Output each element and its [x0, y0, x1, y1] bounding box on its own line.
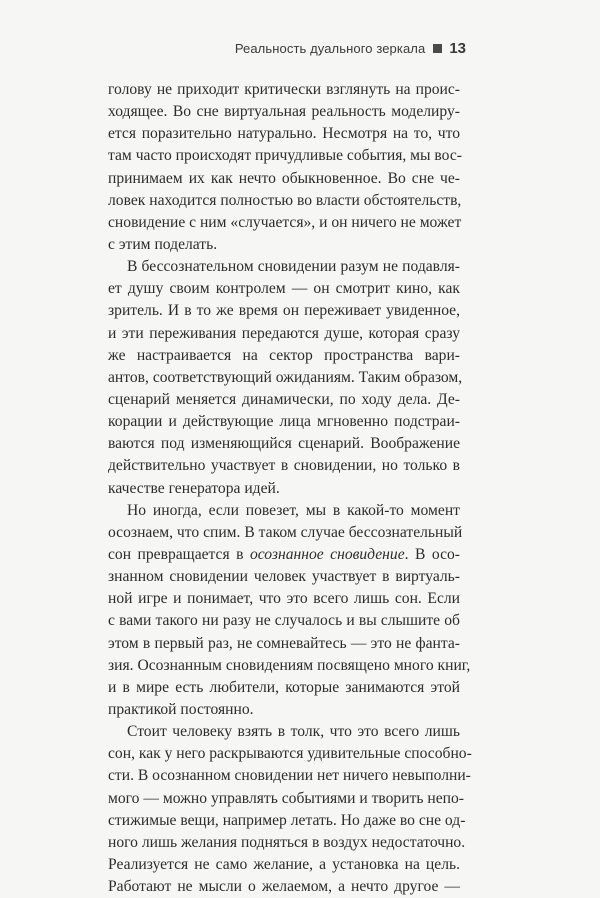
- text-line: Реализуется не само желание, а установка на цель.: [108, 855, 460, 873]
- paragraph: [108, 721, 472, 898]
- text-line: же настраивается на сектор пространства вари-: [108, 346, 460, 364]
- running-header: [235, 40, 466, 57]
- text-line: практикой постоянно.: [108, 700, 254, 718]
- text-line: ет душу своим контролем — он смотрит кино, как: [108, 280, 460, 298]
- text-segment: сон превращается в: [108, 545, 250, 563]
- text-line: и эти переживания передаются душе, которая сразу: [108, 324, 460, 342]
- paragraph: [108, 79, 460, 256]
- text-line: с этим поделать.: [108, 235, 218, 253]
- text-line: там часто происходят причудливые события, мы вос-: [108, 147, 462, 165]
- text-line: ходящее. Во сне виртуальная реальность моделиру-: [108, 103, 460, 121]
- text-line: ваются под изменяющийся сценарий. Воображение: [108, 435, 460, 453]
- text-line: ной игре и понимает, что это всего лишь сон. Если: [108, 590, 460, 608]
- paragraph: [108, 500, 471, 721]
- text-line: осознаем, что спим. В таком случае бессознательный: [108, 523, 463, 541]
- text-line: сон, как у него раскрываются удивительные способно-: [108, 745, 472, 763]
- text-line: антов, соответствующий ожиданиям. Таким образом,: [108, 368, 463, 386]
- text-line: зритель. И в то же время он переживает увиденное,: [108, 302, 460, 320]
- running-header-title: Реальность дуального зеркала: [234, 41, 426, 56]
- text-line: Стоит человеку взять в толк, что это всего лишь: [127, 723, 460, 741]
- text-line: сценарий меняется динамически, по ходу дела. Де-: [108, 390, 460, 408]
- text-line: корации и действующие лица мгновенно подстраи-: [108, 413, 460, 431]
- text-line: Работают не мысли о желаемом, а нечто другое —: [108, 878, 460, 896]
- text-line: и в мире есть любители, которые занимаются этой: [108, 678, 460, 696]
- text-line: действительно участвует в сновидении, но только в: [108, 457, 460, 475]
- text-line: В бессознательном сновидении разум не подавля-: [127, 258, 460, 276]
- text-line: стижимые вещи, например летать. Но даже во сне од-: [108, 811, 466, 829]
- text-line: знанном сновидении человек участвует в виртуаль-: [108, 568, 460, 586]
- text-line: с вами такого ни разу не случалось и вы слышите об: [108, 612, 460, 630]
- text-line: качестве генератора идей.: [108, 479, 280, 497]
- italic-term: осознанное сновидение: [249, 545, 405, 563]
- text-line: ется поразительно натурально. Несмотря на то, что: [108, 125, 460, 143]
- text-line: мого — можно управлять событиями и творить непо-: [108, 789, 464, 807]
- text-line: Но иногда, если повезет, мы в какой-то момент: [127, 501, 460, 519]
- text-line: ловек находится полностью во власти обстоятельств,: [108, 191, 462, 209]
- text-line: сти. В осознанном сновидении нет ничего невыполни-: [108, 767, 471, 785]
- text-line: сновидение с ним «случается», и он ничего не может: [108, 213, 462, 231]
- text-line: ного лишь желания подняться в воздух недостаточно.: [108, 833, 466, 851]
- header-square-ornament: [433, 44, 442, 53]
- text-line: зия. Осознанным сновидениям посвящено много книг,: [108, 656, 471, 674]
- text-segment: . В осо-: [404, 545, 460, 563]
- page-number: 13: [449, 40, 466, 57]
- text-line: этом в первый раз, не сомневайтесь — это не фанта-: [108, 634, 460, 652]
- text-line: принимаем их как нечто обыкновенное. Во сне че-: [108, 169, 460, 187]
- body-text: [108, 79, 472, 898]
- paragraph: [108, 256, 463, 500]
- text-line: голову не приходит критически взглянуть на проис-: [108, 81, 460, 98]
- text-line-with-emphasis: [108, 544, 460, 566]
